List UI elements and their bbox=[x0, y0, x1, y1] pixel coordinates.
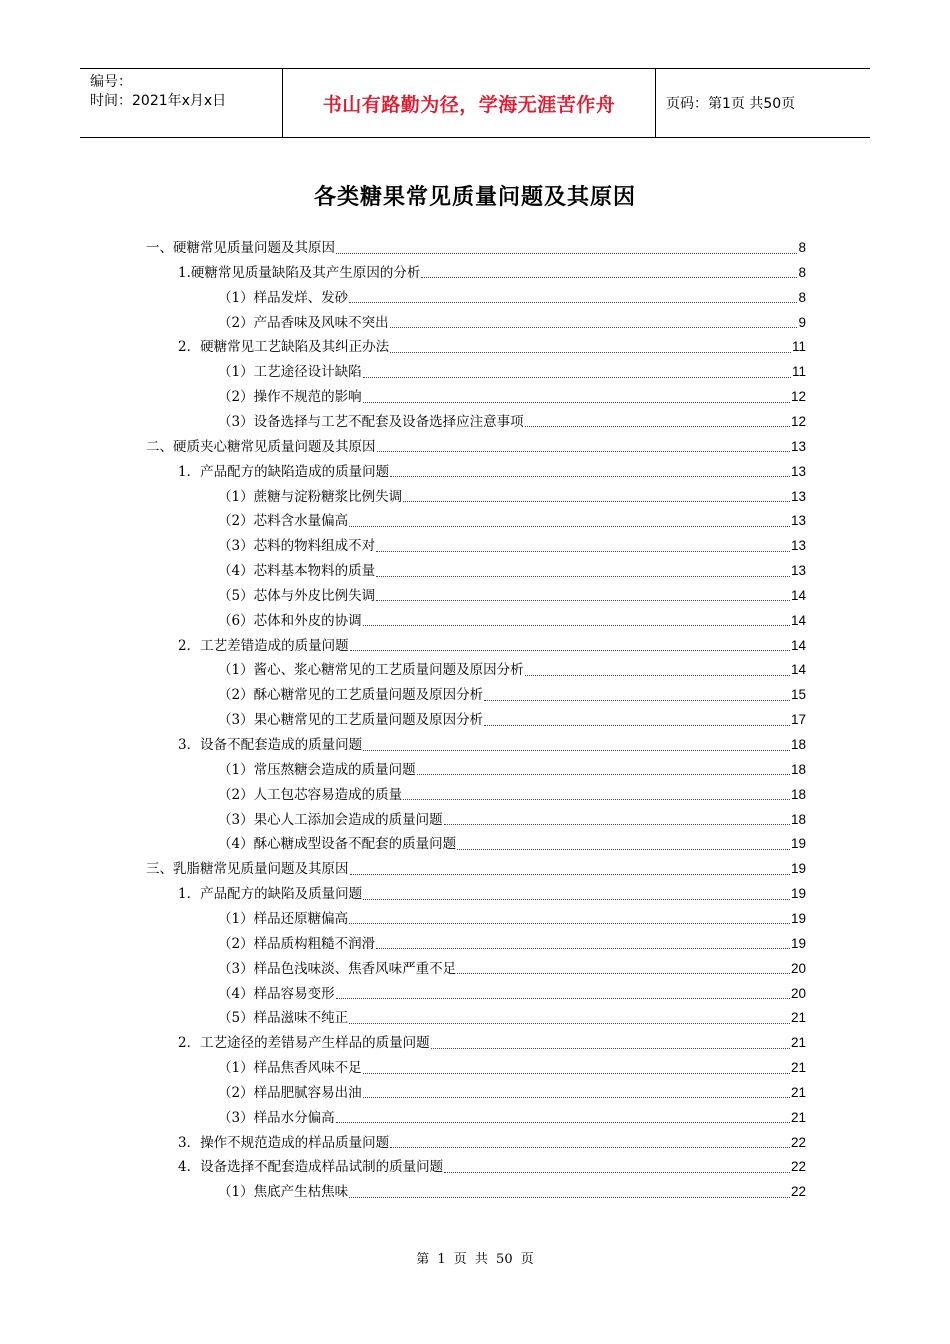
toc-entry-label: （3）样品水分偏高 bbox=[218, 1109, 335, 1126]
toc-dot-leader bbox=[444, 1172, 790, 1173]
toc-entry[interactable] bbox=[178, 1031, 806, 1055]
toc-dot-leader bbox=[376, 551, 790, 552]
toc-dot-leader bbox=[336, 998, 790, 999]
toc-entry-page: 21 bbox=[790, 1060, 806, 1076]
toc-dot-leader bbox=[349, 923, 790, 924]
toc-entry-page: 19 bbox=[790, 836, 806, 852]
toc-entry[interactable] bbox=[218, 683, 806, 707]
toc-entry-label: （2）人工包芯容易造成的质量 bbox=[218, 786, 403, 803]
document-time-label: 时间：2021年x月x日 bbox=[90, 93, 227, 109]
toc-entry-label: （1）样品发烊、发砂 bbox=[218, 289, 349, 306]
toc-entry[interactable] bbox=[146, 435, 806, 459]
toc-dot-leader bbox=[350, 874, 790, 875]
toc-dot-leader bbox=[390, 352, 791, 353]
toc-dot-leader bbox=[350, 650, 790, 651]
toc-entry[interactable] bbox=[146, 236, 806, 260]
toc-dot-leader bbox=[403, 501, 790, 502]
toc-entry[interactable] bbox=[218, 758, 806, 782]
toc-entry-page: 8 bbox=[798, 264, 806, 280]
toc-dot-leader bbox=[457, 849, 790, 850]
toc-entry-label: （5）样品滋味不纯正 bbox=[218, 1010, 349, 1027]
toc-entry-page: 8 bbox=[798, 240, 806, 255]
toc-entry-label: （4）酥心糖成型设备不配套的质量问题 bbox=[218, 836, 457, 853]
toc-entry[interactable] bbox=[218, 957, 806, 981]
toc-entry-label: （4）样品容易变形 bbox=[218, 985, 335, 1002]
toc-entry[interactable] bbox=[218, 360, 806, 384]
toc-entry-page: 20 bbox=[790, 985, 806, 1001]
toc-entry[interactable] bbox=[178, 335, 806, 359]
toc-entry-label: （2）样品肥腻容易出油 bbox=[218, 1084, 362, 1101]
toc-dot-leader bbox=[484, 725, 790, 726]
toc-entry[interactable] bbox=[178, 634, 806, 658]
toc-dot-leader bbox=[417, 774, 790, 775]
document-number-label: 编号： bbox=[90, 74, 132, 90]
toc-entry-label: （1）焦底产生枯焦味 bbox=[218, 1184, 349, 1201]
toc-entry-page: 14 bbox=[790, 587, 806, 603]
toc-entry[interactable] bbox=[218, 509, 806, 533]
toc-entry-page: 13 bbox=[790, 513, 806, 529]
toc-entry[interactable] bbox=[178, 460, 806, 484]
toc-dot-leader bbox=[349, 302, 797, 303]
toc-entry-page: 22 bbox=[790, 1159, 806, 1175]
toc-entry[interactable] bbox=[218, 932, 806, 956]
toc-entry[interactable] bbox=[218, 1056, 806, 1080]
toc-entry-page: 21 bbox=[790, 1084, 806, 1100]
toc-dot-leader bbox=[363, 1097, 790, 1098]
toc-entry-page: 22 bbox=[790, 1184, 806, 1200]
toc-dot-leader bbox=[444, 824, 790, 825]
toc-dot-leader bbox=[363, 1073, 790, 1074]
header-motto: 书山有路勤为径，学海无涯苦作舟 bbox=[282, 69, 656, 137]
toc-entry-page: 21 bbox=[790, 1035, 806, 1051]
toc-entry[interactable] bbox=[218, 534, 806, 558]
toc-entry-page: 18 bbox=[790, 786, 806, 802]
toc-entry-page: 19 bbox=[790, 886, 806, 902]
toc-entry[interactable] bbox=[218, 286, 806, 310]
toc-entry-label: （3）果心糖常见的工艺质量问题及原因分析 bbox=[218, 712, 484, 729]
toc-dot-leader bbox=[363, 377, 791, 378]
toc-dot-leader bbox=[349, 1197, 790, 1198]
toc-entry-page: 13 bbox=[790, 563, 806, 579]
toc-dot-leader bbox=[363, 899, 790, 900]
toc-entry[interactable] bbox=[218, 832, 806, 856]
toc-dot-leader bbox=[376, 600, 790, 601]
page-footer: 第 1 页 共 50 页 bbox=[416, 1252, 534, 1267]
toc-entry[interactable] bbox=[218, 584, 806, 608]
toc-entry-label: （2）酥心糖常见的工艺质量问题及原因分析 bbox=[218, 687, 484, 704]
toc-entry[interactable] bbox=[178, 882, 806, 906]
toc-entry-label: （3）果心人工添加会造成的质量问题 bbox=[218, 811, 443, 828]
toc-entry[interactable] bbox=[218, 1180, 806, 1204]
toc-entry[interactable] bbox=[218, 609, 806, 633]
toc-entry[interactable] bbox=[178, 733, 806, 757]
toc-entry-page: 11 bbox=[791, 364, 806, 380]
toc-entry[interactable] bbox=[218, 783, 806, 807]
toc-dot-leader bbox=[363, 625, 790, 626]
toc-dot-leader bbox=[349, 1023, 790, 1024]
toc-entry-label: （1）常压熬糖会造成的质量问题 bbox=[218, 761, 416, 778]
header-meta bbox=[80, 69, 282, 137]
toc-dot-leader bbox=[336, 1122, 790, 1123]
toc-entry-label: （2）操作不规范的影响 bbox=[218, 389, 362, 406]
toc-entry[interactable] bbox=[218, 385, 806, 409]
toc-dot-leader bbox=[484, 700, 790, 701]
toc-dot-leader bbox=[431, 1048, 790, 1049]
toc-entry-label: （1）工艺途径设计缺陷 bbox=[218, 364, 362, 381]
toc-entry-label: 2．工艺差错造成的质量问题 bbox=[178, 637, 349, 654]
toc-entry[interactable] bbox=[218, 982, 806, 1006]
toc-dot-leader bbox=[525, 426, 790, 427]
toc-entry-page: 15 bbox=[790, 687, 806, 703]
toc-dot-leader bbox=[376, 576, 790, 577]
toc-dot-leader bbox=[525, 675, 790, 676]
toc-entry-page: 9 bbox=[798, 314, 806, 330]
toc-entry-page: 12 bbox=[790, 389, 806, 405]
document-title: 各类糖果常见质量问题及其原因 bbox=[313, 185, 636, 210]
toc-entry-page: 14 bbox=[790, 612, 806, 628]
toc-entry[interactable] bbox=[218, 808, 806, 832]
toc-entry-label: （1）样品还原糖偏高 bbox=[218, 910, 349, 927]
toc-entry-page: 19 bbox=[790, 910, 806, 926]
toc-dot-leader bbox=[363, 750, 790, 751]
toc-entry-page: 19 bbox=[790, 861, 806, 877]
toc-entry-label: 3．操作不规范造成的样品质量问题 bbox=[178, 1134, 390, 1151]
toc-entry[interactable] bbox=[178, 1155, 806, 1179]
toc-entry-page: 13 bbox=[790, 438, 806, 454]
toc-entry-label: （2）产品香味及风味不突出 bbox=[218, 314, 389, 331]
toc-entry-page: 8 bbox=[798, 289, 806, 305]
toc-dot-leader bbox=[376, 948, 790, 949]
toc-entry-label: （2）芯料含水量偏高 bbox=[218, 513, 349, 530]
toc-entry-label: 1.硬糖常见质量缺陷及其产生原因的分析 bbox=[178, 264, 421, 281]
toc-entry-page: 13 bbox=[790, 463, 806, 479]
header-page-info: 页码：第1页 共50页 bbox=[666, 96, 796, 112]
toc-entry-page: 22 bbox=[790, 1134, 806, 1150]
toc-entry[interactable] bbox=[218, 658, 806, 682]
toc-entry-label: （1）酱心、浆心糖常见的工艺质量问题及原因分析 bbox=[218, 662, 524, 679]
toc-entry-page: 13 bbox=[790, 538, 806, 554]
toc-entry[interactable] bbox=[218, 559, 806, 583]
toc-dot-leader bbox=[403, 799, 790, 800]
toc-entry[interactable] bbox=[218, 410, 806, 434]
toc-dot-leader bbox=[390, 476, 790, 477]
toc-entry-label: （5）芯体与外皮比例失调 bbox=[218, 587, 376, 604]
toc-entry[interactable] bbox=[218, 907, 806, 931]
toc-entry-page: 17 bbox=[790, 712, 806, 728]
toc-entry-label: 1．产品配方的缺陷及质量问题 bbox=[178, 886, 363, 903]
page-header bbox=[80, 68, 870, 138]
toc-entry-label: （3）芯料的物料组成不对 bbox=[218, 538, 376, 555]
toc-entry-page: 13 bbox=[790, 488, 806, 504]
toc-entry[interactable] bbox=[218, 1081, 806, 1105]
toc-dot-leader bbox=[457, 973, 790, 974]
toc-entry[interactable] bbox=[218, 311, 806, 335]
toc-entry-label: （6）芯体和外皮的协调 bbox=[218, 612, 362, 629]
toc-entry-page: 14 bbox=[790, 662, 806, 678]
toc-dot-leader bbox=[336, 253, 797, 254]
toc-entry-label: （1）样品焦香风味不足 bbox=[218, 1060, 362, 1077]
toc-entry-page: 11 bbox=[791, 339, 806, 355]
toc-entry-label: （1）蔗糖与淀粉糖浆比例失调 bbox=[218, 488, 403, 505]
toc-entry-label: 2．工艺途径的差错易产生样品的质量问题 bbox=[178, 1035, 430, 1052]
toc-entry-label: 二、硬质夹心糖常见质量问题及其原因 bbox=[146, 438, 376, 455]
toc-entry[interactable] bbox=[218, 485, 806, 509]
toc-dot-leader bbox=[349, 526, 790, 527]
toc-dot-leader bbox=[377, 451, 790, 452]
toc-entry-page: 21 bbox=[790, 1010, 806, 1026]
toc-entry-label: （3）设备选择与工艺不配套及设备选择应注意事项 bbox=[218, 413, 524, 430]
toc-entry-page: 14 bbox=[790, 637, 806, 653]
toc-entry-label: （4）芯料基本物料的质量 bbox=[218, 563, 376, 580]
toc-entry-label: （2）样品质构粗糙不润滑 bbox=[218, 935, 376, 952]
toc-dot-leader bbox=[421, 277, 797, 278]
toc-entry-label: 1．产品配方的缺陷造成的质量问题 bbox=[178, 463, 390, 480]
toc-entry-label: （3）样品色浅味淡、焦香风味严重不足 bbox=[218, 960, 457, 977]
toc-entry-label: 一、硬糖常见质量问题及其原因 bbox=[146, 240, 335, 256]
toc-entry-label: 3．设备不配套造成的质量问题 bbox=[178, 737, 363, 753]
toc-entry[interactable] bbox=[146, 857, 806, 881]
toc-entry-page: 20 bbox=[790, 960, 806, 976]
toc-entry-page: 18 bbox=[790, 761, 806, 777]
toc-dot-leader bbox=[390, 327, 798, 328]
toc-entry-page: 18 bbox=[790, 737, 806, 752]
toc-entry[interactable] bbox=[178, 261, 806, 285]
toc-entry-page: 12 bbox=[790, 413, 806, 429]
toc-entry[interactable] bbox=[178, 1131, 806, 1155]
toc-entry-page: 18 bbox=[790, 811, 806, 827]
toc-entry-page: 21 bbox=[790, 1109, 806, 1125]
toc-entry[interactable] bbox=[218, 708, 806, 732]
toc-entry-page: 19 bbox=[790, 935, 806, 951]
toc-entry-label: 2．硬糖常见工艺缺陷及其纠正办法 bbox=[178, 339, 390, 356]
toc-entry-label: 三、乳脂糖常见质量问题及其原因 bbox=[146, 861, 349, 878]
toc-dot-leader bbox=[390, 1147, 790, 1148]
toc-entry[interactable] bbox=[218, 1006, 806, 1030]
toc-entry[interactable] bbox=[218, 1106, 806, 1130]
toc-entry-label: 4．设备选择不配套造成样品试制的质量问题 bbox=[178, 1159, 444, 1176]
toc-dot-leader bbox=[363, 402, 790, 403]
